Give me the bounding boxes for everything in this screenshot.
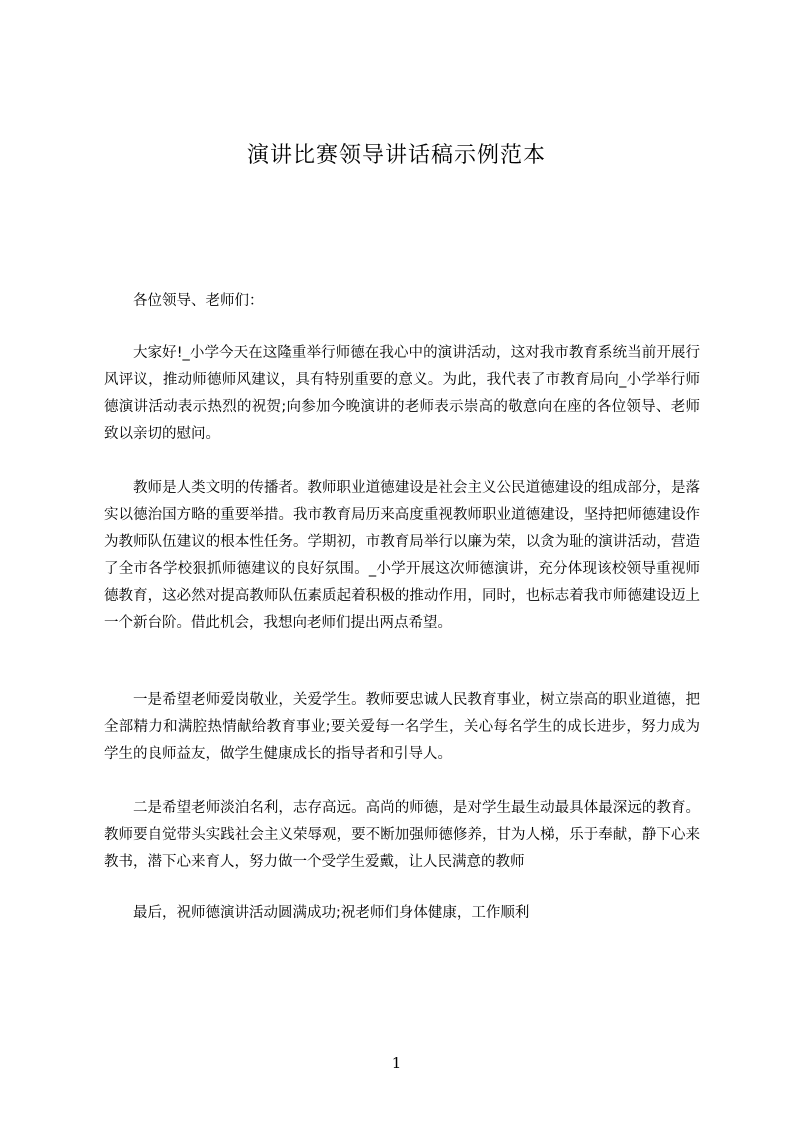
- paragraph-2: 教师是人类文明的传播者。教师职业道德建设是社会主义公民道德建设的组成部分，是落实以德治国方略的重要举措。我市教育局历来高度重视教师职业道德建设，坚持把师德建设作为教师队伍建议的根本性任务。学期初，市教育局举行以廉为荣，以贪为耻的演讲活动，营造了全市各学校狠抓师德建议的良好氛围。_小学开展这次师德演讲，充分体现该校领导重视师德教育，这必然对提高教师队伍素质起着积极的推动作用，同时，也标志着我市师德建设迈上一个新台阶。借此机会，我想向老师们提出两点希望。: [104, 480, 700, 631]
- paragraph-5: 最后，祝师德演讲活动圆满成功;祝老师们身体健康，工作顺利: [133, 905, 530, 921]
- paragraph-3: 一是希望老师爱岗敬业，关爱学生。教师要忠诚人民教育事业，树立崇高的职业道德，把全部精力和满腔热情献给教育事业;要关爱每一名学生，关心每名学生的成长进步，努力成为学生的良师益友，做学生健康成长的指导者和引导人。: [104, 692, 700, 762]
- document-title: 演讲比赛领导讲话稿示例范本: [246, 143, 546, 168]
- paragraph-1: 大家好!_小学今天在这隆重举行师德在我心中的演讲活动，这对我市教育系统当前开展行风评议，推动师德师风建议，具有特别重要的意义。为此，我代表了市教育局向_小学举行师德演讲活动表示热烈的祝贺;向参加今晚演讲的老师表示崇高的敬意向在座的各位领导、老师致以亲切的慰问。: [104, 345, 700, 442]
- paragraph-4: 二是希望老师淡泊名利，志存高远。高尚的师德，是对学生最生动最具体最深远的教育。教师要自觉带头实践社会主义荣辱观，要不断加强师德修养，甘为人梯，乐于奉献，静下心来教书，潜下心来育人，努力做一个受学生爱戴，让人民满意的教师: [104, 800, 700, 870]
- page-number: 1: [391, 1054, 402, 1072]
- greeting: 各位领导、老师们：: [133, 293, 264, 309]
